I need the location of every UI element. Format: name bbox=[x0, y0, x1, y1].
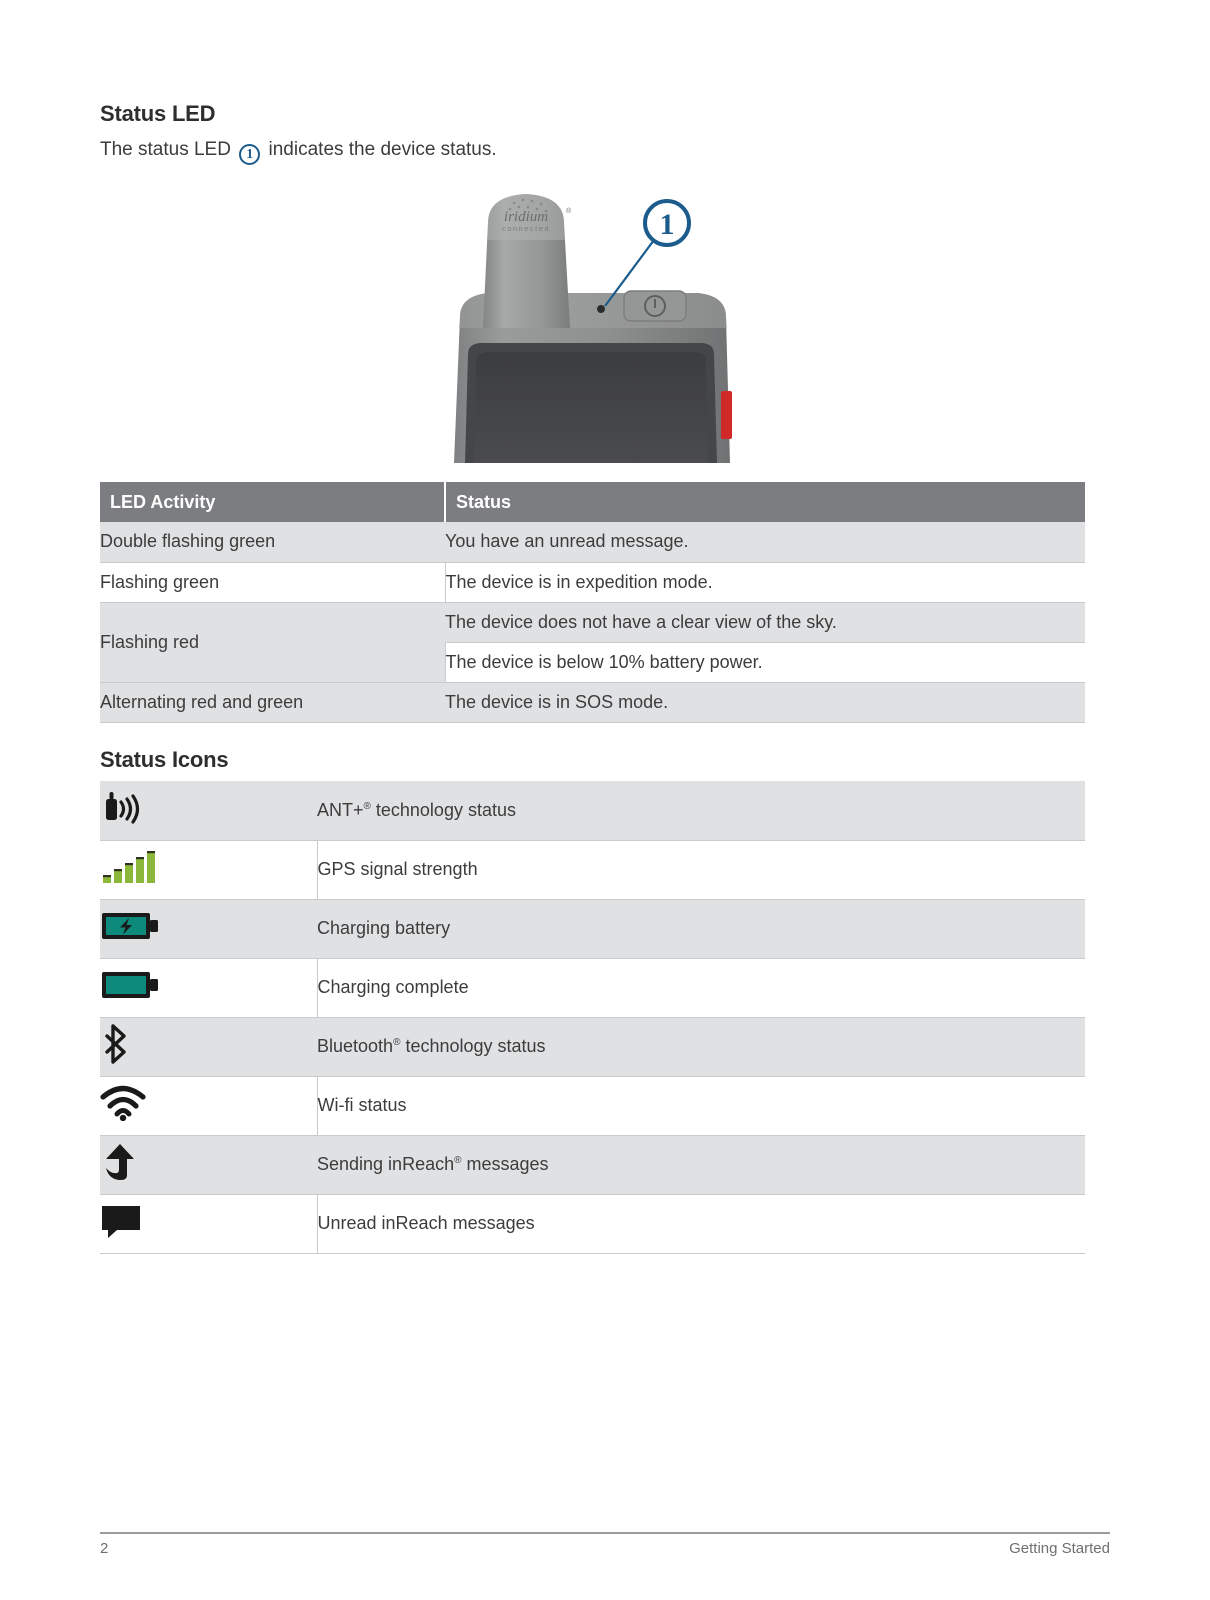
page-title: Status LED bbox=[100, 101, 216, 126]
intro-paragraph bbox=[100, 139, 497, 165]
sending-message-arrow-icon bbox=[100, 1142, 140, 1182]
table-row bbox=[100, 682, 1085, 722]
intro-text-after: indicates the device status. bbox=[268, 139, 497, 160]
registered-mark: ® bbox=[363, 800, 371, 812]
gps-signal-strength-icon-cell bbox=[100, 840, 317, 899]
icon-label-cell bbox=[317, 1194, 1085, 1253]
icon-label-text: Unread inReach messages bbox=[317, 1213, 535, 1233]
wifi-icon bbox=[100, 1085, 146, 1121]
charging-battery-icon-cell bbox=[100, 899, 317, 958]
gps-signal-strength-icon bbox=[100, 849, 158, 885]
column-header-status: Status bbox=[445, 482, 1085, 522]
table-row bbox=[100, 958, 1085, 1017]
icon-label-cell bbox=[317, 840, 1085, 899]
antenna-stub bbox=[483, 194, 572, 328]
svg-text:1: 1 bbox=[659, 208, 675, 241]
table-row bbox=[100, 522, 1085, 562]
icon-label-suffix: technology status bbox=[400, 1036, 546, 1056]
ant-plus-icon-cell bbox=[100, 781, 317, 840]
wifi-icon-cell bbox=[100, 1076, 317, 1135]
device-screen bbox=[465, 343, 717, 463]
icon-label-text: Charging battery bbox=[317, 918, 451, 938]
icon-label-text: GPS signal strength bbox=[317, 859, 478, 879]
unread-message-bubble-icon-cell bbox=[100, 1194, 317, 1253]
power-button bbox=[624, 291, 686, 321]
footer-section-label: Getting Started bbox=[1009, 1540, 1110, 1557]
icon-label-cell bbox=[317, 781, 1085, 840]
led-status-cell: The device does not have a clear view of the sky. bbox=[445, 602, 1085, 642]
registered-mark: ® bbox=[393, 1037, 401, 1048]
table-row bbox=[100, 899, 1085, 958]
table-row bbox=[100, 840, 1085, 899]
led-activity-cell: Flashing green bbox=[100, 571, 220, 592]
icon-label-cell bbox=[317, 899, 1085, 958]
charging-battery-icon bbox=[100, 909, 162, 943]
icon-label-text: Bluetooth bbox=[317, 1036, 394, 1056]
table-row bbox=[100, 1017, 1085, 1076]
inreach-device-figure bbox=[440, 178, 770, 463]
table-row bbox=[100, 781, 1085, 840]
led-activity-cell: Alternating red and green bbox=[100, 691, 304, 712]
callout-marker-1-inline: 1 bbox=[239, 144, 260, 165]
footer-divider bbox=[100, 1532, 1110, 1534]
led-status-cell: The device is in SOS mode. bbox=[445, 691, 669, 712]
connected-brand-text: connected bbox=[501, 224, 551, 233]
sending-message-arrow-icon-cell bbox=[100, 1135, 317, 1194]
charging-complete-battery-icon-cell bbox=[100, 958, 317, 1017]
led-status-cell: The device is in expedition mode. bbox=[445, 562, 1085, 602]
bluetooth-icon-cell bbox=[100, 1017, 317, 1076]
footer-page-number: 2 bbox=[100, 1540, 109, 1557]
icon-label-cell bbox=[317, 1017, 1085, 1076]
icon-label-suffix: technology status bbox=[370, 799, 516, 820]
table-row bbox=[100, 1076, 1085, 1135]
table-row bbox=[100, 602, 1085, 642]
table-row bbox=[100, 562, 1085, 602]
unread-message-bubble-icon bbox=[100, 1203, 144, 1239]
icon-label-text: ANT+ bbox=[317, 799, 364, 820]
iridium-brand-text: iridium bbox=[503, 209, 549, 225]
status-icons-title: Status Icons bbox=[100, 747, 229, 772]
ant-plus-icon bbox=[100, 790, 150, 826]
registered-mark: ® bbox=[454, 1155, 462, 1166]
table-row bbox=[100, 1135, 1085, 1194]
icon-label-text: Sending inReach bbox=[317, 1154, 455, 1174]
icon-label-cell bbox=[317, 958, 1085, 1017]
icon-label-cell bbox=[317, 1135, 1085, 1194]
svg-text:®: ® bbox=[566, 208, 572, 215]
icon-label-cell bbox=[317, 1076, 1085, 1135]
led-status-cell: The device is below 10% battery power. bbox=[445, 642, 1085, 682]
led-activity-table bbox=[100, 482, 1085, 723]
status-led-pinhole bbox=[597, 305, 605, 313]
led-status-cell: You have an unread message. bbox=[445, 531, 689, 552]
table-header-row bbox=[100, 482, 1085, 522]
status-icons-table bbox=[100, 781, 1085, 1254]
table-row bbox=[100, 1194, 1085, 1253]
column-header-led-activity: LED Activity bbox=[100, 482, 445, 522]
icon-label-text: Charging complete bbox=[317, 977, 469, 997]
led-activity-cell: Flashing red bbox=[100, 602, 445, 682]
icon-label-suffix: messages bbox=[461, 1154, 549, 1174]
bluetooth-icon bbox=[100, 1024, 134, 1064]
icon-label-text: Wi-fi status bbox=[317, 1095, 407, 1115]
led-activity-cell: Double flashing green bbox=[100, 531, 276, 552]
intro-text-before: The status LED bbox=[100, 139, 231, 160]
callout-marker-1-figure bbox=[605, 201, 689, 306]
charging-complete-battery-icon bbox=[100, 968, 162, 1002]
sos-button bbox=[721, 391, 732, 439]
